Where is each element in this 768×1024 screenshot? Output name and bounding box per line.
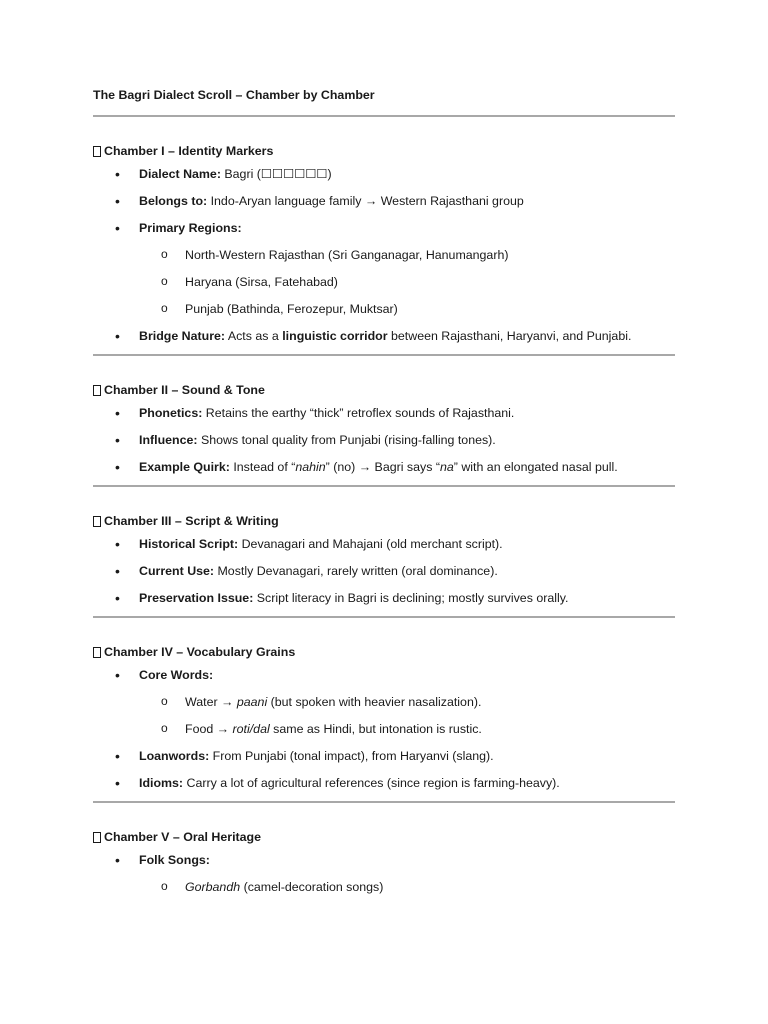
list-item: • Phonetics: Retains the earthy “thick” retroflex sounds of Rajasthani.: [93, 405, 675, 422]
bullet-list: [93, 667, 675, 792]
bullet-list: [93, 166, 675, 345]
missing-glyph-icon: [93, 832, 101, 843]
missing-glyph-icon: [93, 385, 101, 396]
list-item: • Core Words: o Water → paani (but spoken with heavier nasalization). o Food → roti/dal same as Hindi, but intonation is rustic.: [93, 667, 675, 738]
list-item: • Belongs to: Indo-Aryan language family → Western Rajasthani group: [93, 193, 675, 210]
missing-glyph-icon: [93, 647, 101, 658]
sub-list-item: o Water → paani (but spoken with heavier nasalization).: [93, 694, 675, 711]
list-item: • Primary Regions: o North-Western Rajasthan (Sri Ganganagar, Hanumangarh) o Haryana (Sirsa, Fatehabad) o Punjab (Bathinda, Ferozepur, Muktsar): [93, 220, 675, 318]
sub-list-item: o Punjab (Bathinda, Ferozepur, Muktsar): [93, 301, 675, 318]
section-divider: [93, 354, 675, 356]
list-item: • Current Use: Mostly Devanagari, rarely written (oral dominance).: [93, 563, 675, 580]
sub-list: [139, 247, 675, 318]
sub-list-item: o Gorbandh (camel-decoration songs): [93, 879, 675, 896]
bullet-list: [93, 852, 675, 896]
list-item: • Example Quirk: Instead of “nahin” (no) → Bagri says “na” with an elongated nasal pull.: [93, 459, 675, 476]
chamber-4: [93, 643, 675, 803]
bullet-list: [93, 536, 675, 607]
document-page: [93, 87, 675, 896]
chamber-heading: Chamber IV – Vocabulary Grains: [93, 643, 675, 661]
section-divider: [93, 616, 675, 618]
missing-glyph-icon: [93, 516, 101, 527]
list-item: • Dialect Name: Bagri (☐☐☐☐☐☐): [93, 166, 675, 183]
sub-list: [139, 694, 675, 738]
list-item: • Folk Songs: o Gorbandh (camel-decoration songs): [93, 852, 675, 896]
sub-list: [139, 879, 675, 896]
chamber-heading: Chamber III – Script & Writing: [93, 512, 675, 530]
chamber-heading: Chamber II – Sound & Tone: [93, 381, 675, 399]
chamber-2: [93, 381, 675, 487]
document-title: The Bagri Dialect Scroll – Chamber by Chamber: [93, 88, 375, 102]
sub-list-item: o North-Western Rajasthan (Sri Ganganagar, Hanumangarh): [93, 247, 675, 264]
list-item: • Loanwords: From Punjabi (tonal impact), from Haryanvi (slang).: [93, 748, 675, 765]
chamber-heading: Chamber V – Oral Heritage: [93, 828, 675, 846]
bullet-list: [93, 405, 675, 476]
section-divider: [93, 485, 675, 487]
chamber-3: [93, 512, 675, 618]
missing-glyph-icon: [93, 146, 101, 157]
section-divider: [93, 801, 675, 803]
list-item: • Historical Script: Devanagari and Mahajani (old merchant script).: [93, 536, 675, 553]
chamber-5: [93, 828, 675, 896]
sub-list-item: o Haryana (Sirsa, Fatehabad): [93, 274, 675, 291]
title-divider: [93, 115, 675, 117]
list-item: • Preservation Issue: Script literacy in Bagri is declining; mostly survives orally.: [93, 590, 675, 607]
list-item: • Bridge Nature: Acts as a linguistic corridor between Rajasthani, Haryanvi, and Punjabi.: [93, 328, 675, 345]
chamber-1: [93, 142, 675, 356]
list-item: • Idioms: Carry a lot of agricultural references (since region is farming-heavy).: [93, 775, 675, 792]
chamber-heading: Chamber I – Identity Markers: [93, 142, 675, 160]
sub-list-item: o Food → roti/dal same as Hindi, but intonation is rustic.: [93, 721, 675, 738]
list-item: • Influence: Shows tonal quality from Punjabi (rising-falling tones).: [93, 432, 675, 449]
